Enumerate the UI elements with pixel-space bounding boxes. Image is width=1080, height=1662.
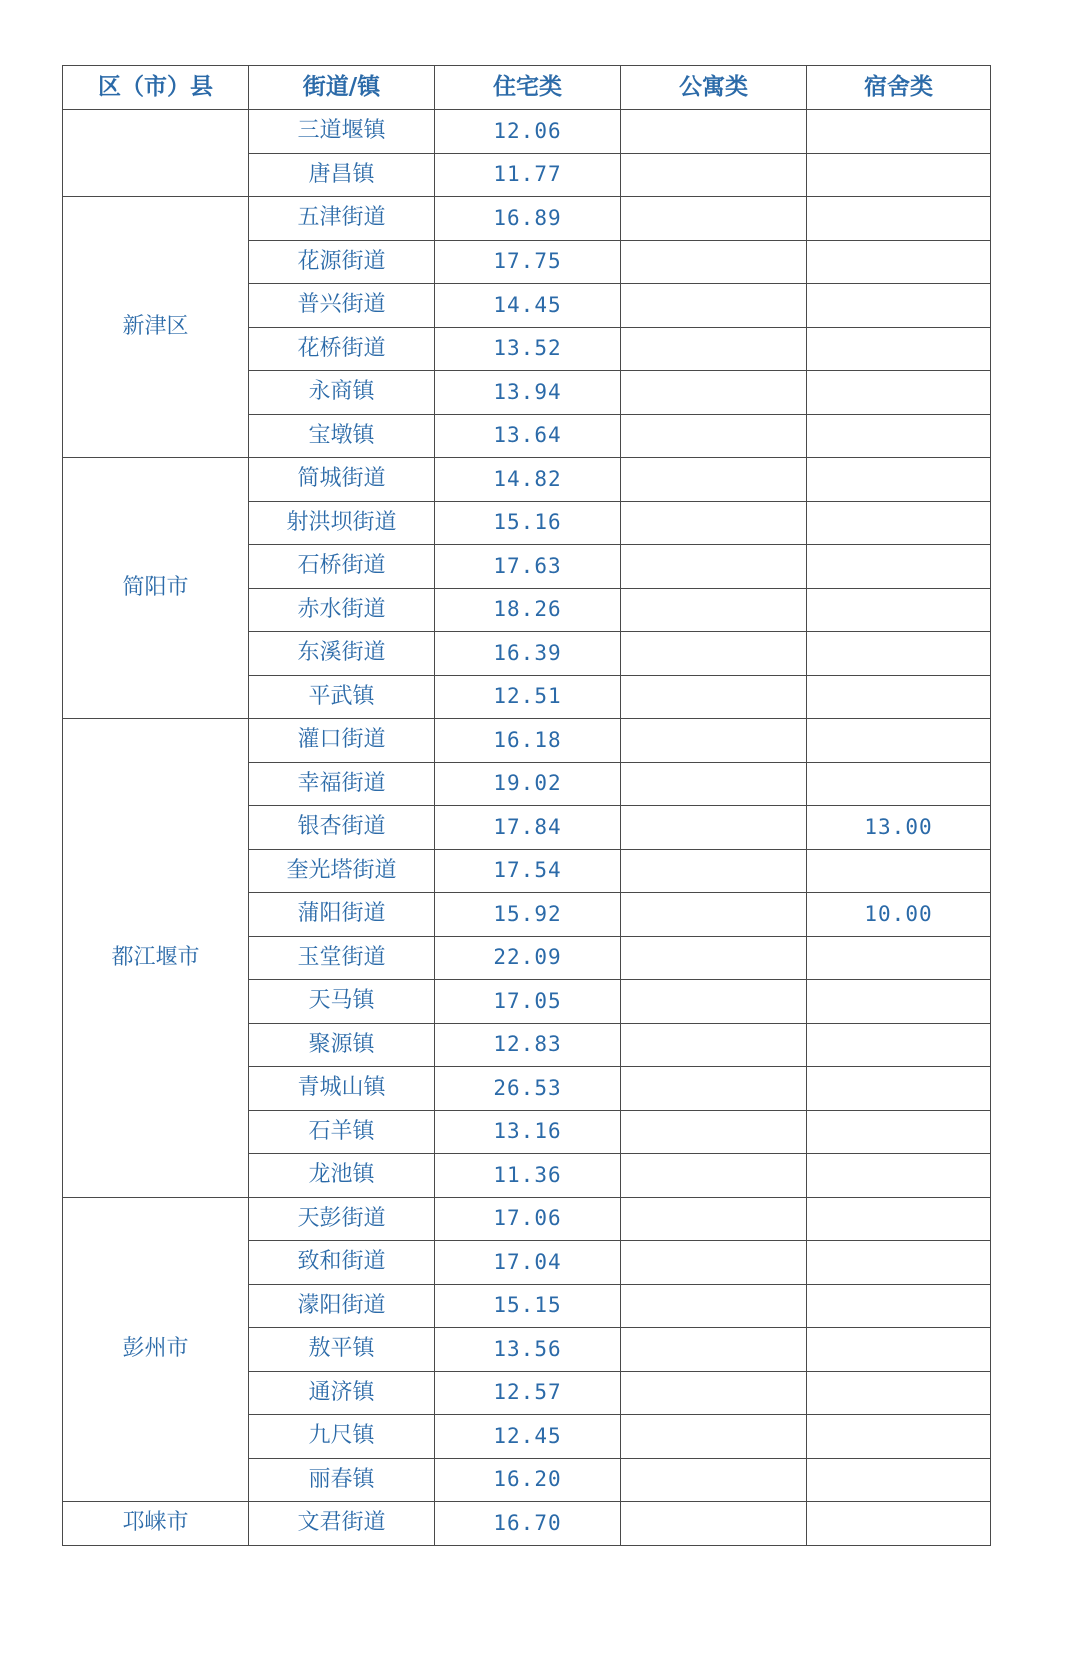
apartment-price-cell xyxy=(621,1502,807,1546)
residential-price-cell: 17.05 xyxy=(435,980,621,1024)
dormitory-price-cell xyxy=(807,240,991,284)
apartment-price-cell xyxy=(621,458,807,502)
apartment-price-cell xyxy=(621,371,807,415)
residential-price-cell: 14.82 xyxy=(435,458,621,502)
street-cell: 石羊镇 xyxy=(249,1110,435,1154)
apartment-price-cell xyxy=(621,414,807,458)
street-cell: 宝墩镇 xyxy=(249,414,435,458)
residential-price-cell: 17.04 xyxy=(435,1241,621,1285)
apartment-price-cell xyxy=(621,1067,807,1111)
dormitory-price-cell xyxy=(807,327,991,371)
residential-price-cell: 17.75 xyxy=(435,240,621,284)
header-residential: 住宅类 xyxy=(435,66,621,110)
residential-price-cell: 13.64 xyxy=(435,414,621,458)
apartment-price-cell xyxy=(621,110,807,154)
dormitory-price-cell xyxy=(807,1023,991,1067)
dormitory-price-cell xyxy=(807,762,991,806)
dormitory-price-cell xyxy=(807,1502,991,1546)
residential-price-cell: 11.77 xyxy=(435,153,621,197)
table-row xyxy=(63,458,991,502)
apartment-price-cell xyxy=(621,1197,807,1241)
apartment-price-cell xyxy=(621,588,807,632)
apartment-price-cell xyxy=(621,806,807,850)
dormitory-price-cell xyxy=(807,1328,991,1372)
apartment-price-cell xyxy=(621,675,807,719)
dormitory-price-cell xyxy=(807,1197,991,1241)
table-row xyxy=(63,1197,991,1241)
residential-price-cell: 19.02 xyxy=(435,762,621,806)
apartment-price-cell xyxy=(621,1415,807,1459)
street-cell: 濛阳街道 xyxy=(249,1284,435,1328)
residential-price-cell: 12.45 xyxy=(435,1415,621,1459)
street-cell: 唐昌镇 xyxy=(249,153,435,197)
street-cell: 天彭街道 xyxy=(249,1197,435,1241)
table-row xyxy=(63,197,991,241)
street-cell: 蒲阳街道 xyxy=(249,893,435,937)
apartment-price-cell xyxy=(621,849,807,893)
residential-price-cell: 16.39 xyxy=(435,632,621,676)
dormitory-price-cell xyxy=(807,1067,991,1111)
street-cell: 普兴街道 xyxy=(249,284,435,328)
apartment-price-cell xyxy=(621,936,807,980)
residential-price-cell: 11.36 xyxy=(435,1154,621,1198)
residential-price-cell: 16.18 xyxy=(435,719,621,763)
residential-price-cell: 15.15 xyxy=(435,1284,621,1328)
street-cell: 灌口街道 xyxy=(249,719,435,763)
dormitory-price-cell xyxy=(807,414,991,458)
residential-price-cell: 17.54 xyxy=(435,849,621,893)
residential-price-cell: 14.45 xyxy=(435,284,621,328)
residential-price-cell: 13.94 xyxy=(435,371,621,415)
table-row xyxy=(63,110,991,154)
street-cell: 永商镇 xyxy=(249,371,435,415)
street-cell: 赤水街道 xyxy=(249,588,435,632)
street-cell: 石桥街道 xyxy=(249,545,435,589)
header-apartment: 公寓类 xyxy=(621,66,807,110)
district-cell: 都江堰市 xyxy=(63,719,249,1198)
residential-price-cell: 13.52 xyxy=(435,327,621,371)
header-row xyxy=(63,66,991,110)
apartment-price-cell xyxy=(621,501,807,545)
district-cell: 彭州市 xyxy=(63,1197,249,1502)
street-cell: 通济镇 xyxy=(249,1371,435,1415)
district-cell: 新津区 xyxy=(63,197,249,458)
apartment-price-cell xyxy=(621,980,807,1024)
apartment-price-cell xyxy=(621,1328,807,1372)
price-table xyxy=(62,65,991,1546)
table-body xyxy=(63,110,991,1546)
residential-price-cell: 12.57 xyxy=(435,1371,621,1415)
dormitory-price-cell xyxy=(807,936,991,980)
residential-price-cell: 13.16 xyxy=(435,1110,621,1154)
street-cell: 射洪坝街道 xyxy=(249,501,435,545)
residential-price-cell: 17.06 xyxy=(435,1197,621,1241)
dormitory-price-cell xyxy=(807,980,991,1024)
residential-price-cell: 26.53 xyxy=(435,1067,621,1111)
dormitory-price-cell xyxy=(807,545,991,589)
apartment-price-cell xyxy=(621,1458,807,1502)
residential-price-cell: 12.83 xyxy=(435,1023,621,1067)
street-cell: 聚源镇 xyxy=(249,1023,435,1067)
dormitory-price-cell: 13.00 xyxy=(807,806,991,850)
residential-price-cell: 16.20 xyxy=(435,1458,621,1502)
apartment-price-cell xyxy=(621,1241,807,1285)
residential-price-cell: 17.84 xyxy=(435,806,621,850)
district-cell: 简阳市 xyxy=(63,458,249,719)
residential-price-cell: 15.92 xyxy=(435,893,621,937)
dormitory-price-cell xyxy=(807,501,991,545)
dormitory-price-cell xyxy=(807,110,991,154)
district-cell: 邛崃市 xyxy=(63,1502,249,1546)
apartment-price-cell xyxy=(621,545,807,589)
street-cell: 东溪街道 xyxy=(249,632,435,676)
apartment-price-cell xyxy=(621,153,807,197)
dormitory-price-cell xyxy=(807,1110,991,1154)
dormitory-price-cell xyxy=(807,153,991,197)
dormitory-price-cell xyxy=(807,719,991,763)
street-cell: 丽春镇 xyxy=(249,1458,435,1502)
residential-price-cell: 16.70 xyxy=(435,1502,621,1546)
residential-price-cell: 13.56 xyxy=(435,1328,621,1372)
dormitory-price-cell xyxy=(807,588,991,632)
dormitory-price-cell xyxy=(807,1371,991,1415)
apartment-price-cell xyxy=(621,240,807,284)
header-dormitory: 宿舍类 xyxy=(807,66,991,110)
street-cell: 银杏街道 xyxy=(249,806,435,850)
street-cell: 致和街道 xyxy=(249,1241,435,1285)
residential-price-cell: 16.89 xyxy=(435,197,621,241)
apartment-price-cell xyxy=(621,327,807,371)
dormitory-price-cell: 10.00 xyxy=(807,893,991,937)
street-cell: 三道堰镇 xyxy=(249,110,435,154)
dormitory-price-cell xyxy=(807,632,991,676)
apartment-price-cell xyxy=(621,632,807,676)
apartment-price-cell xyxy=(621,1023,807,1067)
street-cell: 敖平镇 xyxy=(249,1328,435,1372)
apartment-price-cell xyxy=(621,1284,807,1328)
table-row xyxy=(63,719,991,763)
street-cell: 花源街道 xyxy=(249,240,435,284)
dormitory-price-cell xyxy=(807,1154,991,1198)
apartment-price-cell xyxy=(621,284,807,328)
apartment-price-cell xyxy=(621,893,807,937)
header-district: 区（市）县 xyxy=(63,66,249,110)
dormitory-price-cell xyxy=(807,284,991,328)
residential-price-cell: 18.26 xyxy=(435,588,621,632)
dormitory-price-cell xyxy=(807,197,991,241)
street-cell: 花桥街道 xyxy=(249,327,435,371)
street-cell: 奎光塔街道 xyxy=(249,849,435,893)
table-header xyxy=(63,66,991,110)
residential-price-cell: 12.06 xyxy=(435,110,621,154)
apartment-price-cell xyxy=(621,197,807,241)
dormitory-price-cell xyxy=(807,1284,991,1328)
table-row xyxy=(63,1502,991,1546)
dormitory-price-cell xyxy=(807,849,991,893)
apartment-price-cell xyxy=(621,719,807,763)
street-cell: 简城街道 xyxy=(249,458,435,502)
street-cell: 青城山镇 xyxy=(249,1067,435,1111)
apartment-price-cell xyxy=(621,1154,807,1198)
apartment-price-cell xyxy=(621,1110,807,1154)
street-cell: 文君街道 xyxy=(249,1502,435,1546)
dormitory-price-cell xyxy=(807,675,991,719)
dormitory-price-cell xyxy=(807,1458,991,1502)
dormitory-price-cell xyxy=(807,1241,991,1285)
residential-price-cell: 15.16 xyxy=(435,501,621,545)
street-cell: 九尺镇 xyxy=(249,1415,435,1459)
street-cell: 五津街道 xyxy=(249,197,435,241)
residential-price-cell: 17.63 xyxy=(435,545,621,589)
street-cell: 平武镇 xyxy=(249,675,435,719)
street-cell: 幸福街道 xyxy=(249,762,435,806)
apartment-price-cell xyxy=(621,1371,807,1415)
residential-price-cell: 22.09 xyxy=(435,936,621,980)
header-street: 街道/镇 xyxy=(249,66,435,110)
street-cell: 天马镇 xyxy=(249,980,435,1024)
street-cell: 玉堂街道 xyxy=(249,936,435,980)
dormitory-price-cell xyxy=(807,371,991,415)
residential-price-cell: 12.51 xyxy=(435,675,621,719)
street-cell: 龙池镇 xyxy=(249,1154,435,1198)
dormitory-price-cell xyxy=(807,1415,991,1459)
apartment-price-cell xyxy=(621,762,807,806)
dormitory-price-cell xyxy=(807,458,991,502)
district-cell xyxy=(63,110,249,197)
